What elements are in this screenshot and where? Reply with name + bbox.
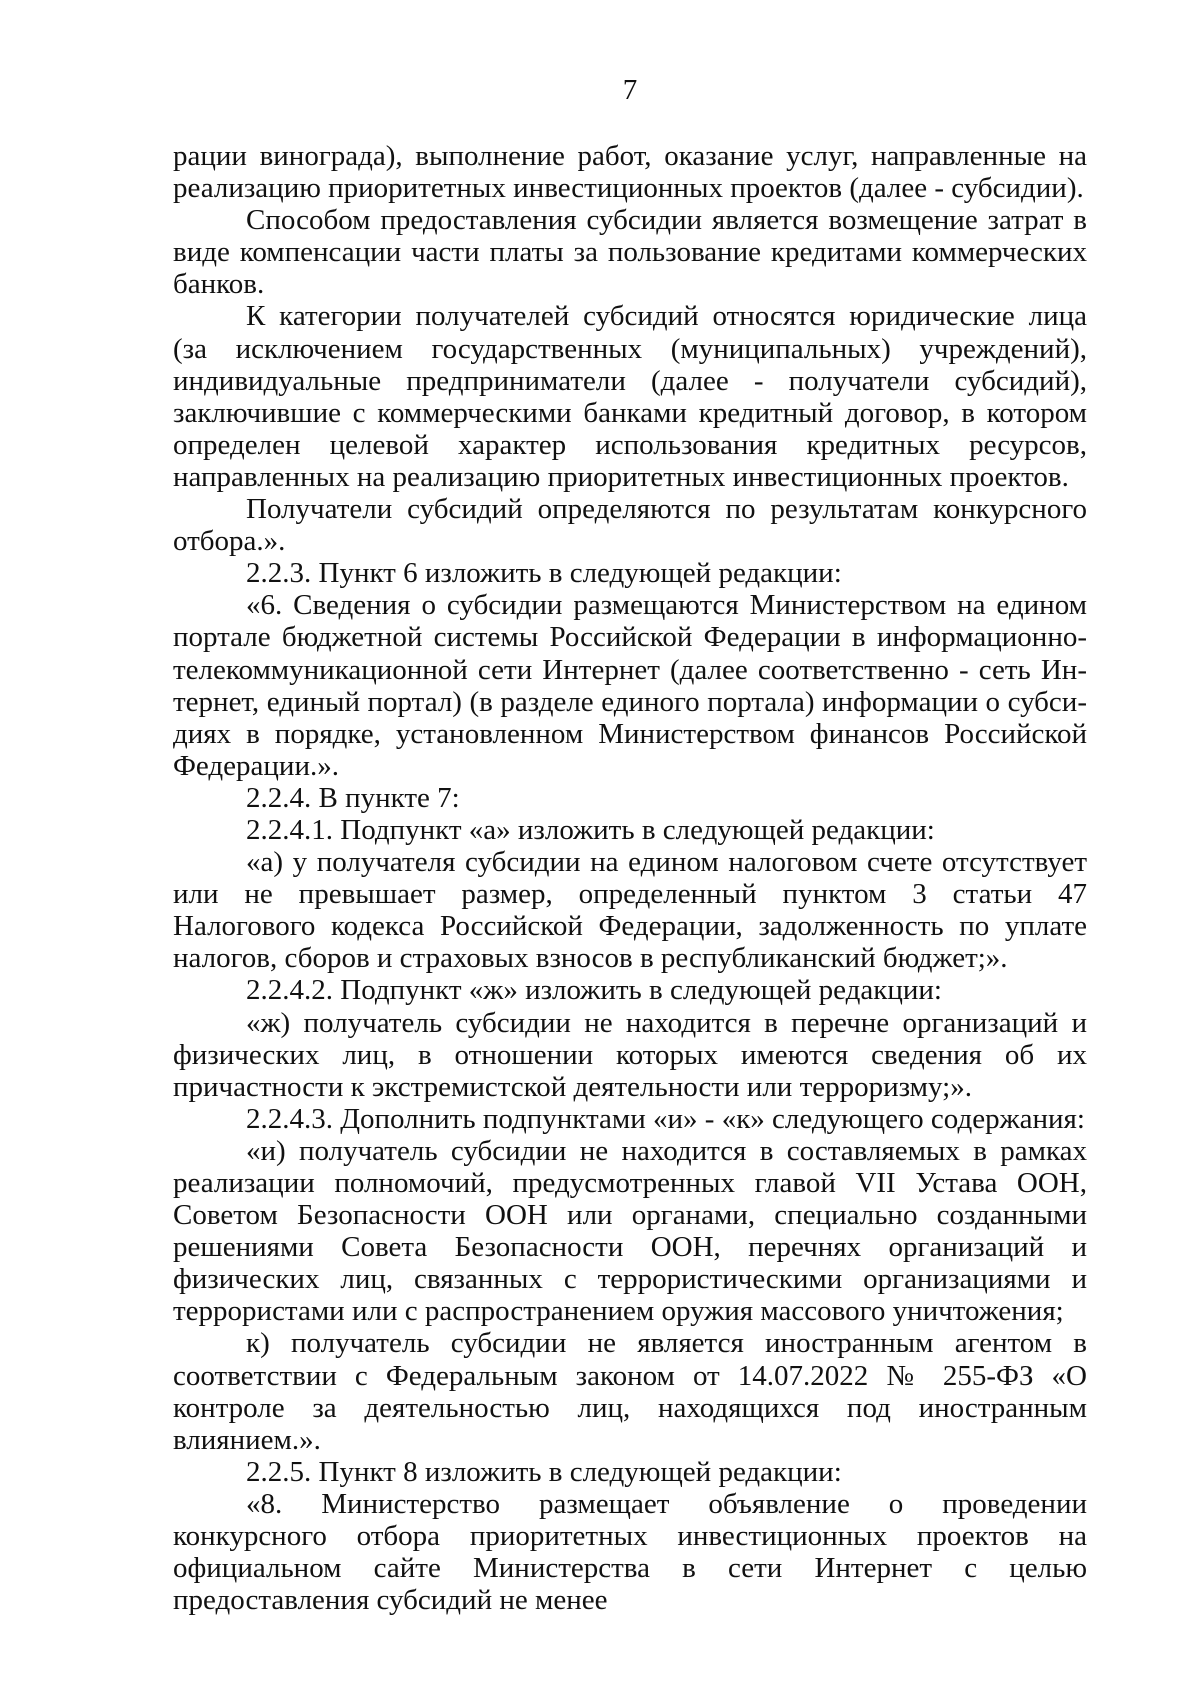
paragraph: «8. Министерство размещает объявление о проведении конкурсного отбора приоритетных инвестиционных проектов на официальном сайте Министерства в сети Интернет с целью предоставления субсидий не менее	[173, 1487, 1087, 1617]
paragraph: «а) у получателя субсидии на едином налоговом счете отсутствует или не превышает размер, определенный пунктом 3 статьи 47 Налогового кодекса Российской Федерации, задолженность по уплате налогов, сборов и страховых взносов в республиканский бюджет;».	[173, 846, 1087, 975]
paragraph: Способом предоставления субсидии является возмещение затрат в виде компенсации части платы за пользование кредитами коммерческих банков.	[173, 204, 1087, 301]
paragraph: к) получатель субсидии не является иностранным агентом в соответствии с Федеральным законом от 14.07.2022 № 255-ФЗ «О контроле за деятельностью лиц, находящихся под иностранным влиянием.».	[173, 1327, 1087, 1456]
paragraph: «и) получатель субсидии не находится в составляемых в рамках реализации полномочий, предусмотренных главой VII Устава ООН, Советом Безопасности ООН или органами, специально созданными решениями Совета Безопасности ООН, перечнях организаций и физических лиц, связанных с террористическими организациями и террористами или с распространением оружия массового уничтожения;	[173, 1134, 1087, 1328]
paragraph: 2.2.4.3. Дополнить подпунктами «и» - «к» следующего содержания:	[246, 1102, 1085, 1135]
document-body	[173, 140, 1087, 1616]
page-number: 7	[622, 74, 638, 106]
paragraph-continuation: рации винограда), выполнение работ, оказание услуг, направленные на реализацию приоритетных инвестиционных проектов (далее - субсидии).	[173, 140, 1087, 205]
paragraph: «ж) получатель субсидии не находится в перечне организаций и физических лиц, в отношении которых имеются сведения об их причастности к экстремистской деятельности или терроризму;».	[173, 1006, 1087, 1103]
paragraph: 2.2.4.1. Подпункт «а» изложить в следующей редакции:	[246, 813, 935, 846]
paragraph: 2.2.3. Пункт 6 изложить в следующей редакции:	[246, 557, 842, 590]
paragraph: К категории получателей субсидий относятся юридические лица (за исключением государственных (муниципальных) учреждений), индивидуальные предприниматели (далее - получатели субсидий), заключившие с коммерческими банками кредитный договор, в котором определен целевой характер использования кредитных ресурсов, направленных на реализацию приоритетных инвестиционных проектов.	[173, 300, 1087, 493]
paragraph: Получатели субсидий определяются по результатам конкурсного отбора.».	[173, 493, 1087, 558]
paragraph: 2.2.4. В пункте 7:	[246, 781, 460, 814]
paragraph: 2.2.4.2. Подпункт «ж» изложить в следующей редакции:	[246, 974, 942, 1007]
paragraph: «6. Сведения о субсидии размещаются Министерством на едином портале бюджетной системы Российской Федерации в информационно-телекоммуникационной сети Интернет (далее соответственно - сеть Интернет, единый портал) (в разделе единого портала) информации о субсидиях в порядке, установленном Министерством финансов Российской Федерации.».	[173, 589, 1087, 782]
paragraph: 2.2.5. Пункт 8 изложить в следующей редакции:	[246, 1455, 842, 1488]
